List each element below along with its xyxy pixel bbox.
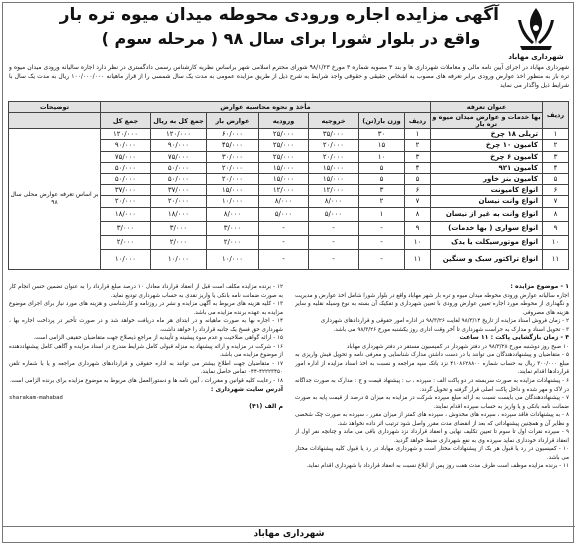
cell-grand-total: ۹۰/۰۰۰ (101, 140, 151, 151)
cell-weight: ۱ (359, 207, 405, 221)
cell-entry-fee: - (259, 235, 309, 249)
cell-cargo-fee: ۱۰/۰۰۰ (207, 249, 259, 269)
cell-weight: ۳۰ (359, 129, 405, 140)
cell-item: تریلی ۱۸ چرخ (431, 129, 543, 140)
cell-row-number: ۱ (543, 129, 569, 140)
cell-row-number-2: ۴ (405, 162, 431, 173)
cell-grand-total: ۳۷/۰۰۰ (101, 185, 151, 196)
cell-exit-fee: ۲۰/۰۰۰ (309, 151, 359, 162)
cell-row-number: ۳ (543, 151, 569, 162)
condition-heading: ۴ - زمان بازگشایی پاکت : ۱۱ ساعت (459, 334, 569, 342)
condition-paragraph: ۱۴ - اجاره بها به صورت ماهیانه و در ابتدای هر ماه دریافت خواهد شد و در صورت تأخیر در پرداخت اجاره بها ، شهرداری حق فسخ یک جانبه قرارداد را خواهد داشت. (9, 318, 283, 333)
cell-cargo-fee: ۳/۰۰۰ (207, 221, 259, 235)
cell-grand-total: ۱۰/۰۰۰ (101, 249, 151, 269)
condition-paragraph: ۵ - متقاضیان و پیشنهاددهندگان می توانند با در دست داشتن مدارک شناسایی و معرفی نامه و تحویل فیش واریزی به مبلغ ۳۰۰/۰۰۰ ریال به حساب شماره ۴۱۰۸۶۲۸۸۰۰ نزد بانک سپه مراجعه و نسبت به اخذ اسناد مزایده از اداره امور قراردادها اقدام نمایند. (295, 352, 569, 376)
notice-title-line2: واقع در بلوار شورا برای سال ۹۸ ( مرحله سوم ) (101, 29, 481, 48)
cell-exit-fee: ۵/۰۰۰ (309, 207, 359, 221)
cell-cargo-fee: ۲/۰۰۰ (207, 235, 259, 249)
condition-paragraph: ۱۶ - شرکت در مزایده و ارائه پیشنهاد به منزله قبولی کامل شرایط مندرج در اسناد مزایده و آگاهی کامل پیشنهاددهنده از موضوع مزایده می باشد. (9, 343, 283, 359)
cell-entry-fee: ۲۵/۰۰۰ (259, 140, 309, 151)
conditions-section (9, 283, 569, 525)
cell-entry-fee: ۱۲/۰۰۰ (259, 185, 309, 196)
cell-grand-total: ۳/۰۰۰ (101, 221, 151, 235)
header-title-sub: بها خدمات و عوارض میدان میوه و تره بار (432, 112, 541, 128)
header-cargo-fee: عوارض بار (207, 113, 259, 129)
notice-header (3, 3, 575, 61)
cell-cargo-fee: ۲۰/۰۰۰ (207, 173, 259, 184)
condition-paragraph: ۱۲ - برنده مزایده مکلف است قبل از انعقاد قرارداد معادل ۱۰ درصد مبلغ قرارداد را به عنوان تضمین حسن انجام کار به صورت ضمانت نامه بانکی یا واریز نقدی به حساب شهرداری تودیع نماید. (9, 284, 283, 299)
condition-paragraph: ۱۳ - کلیه هزینه های مربوط به آگهی مزایده و نشر در روزنامه و کارشناسی و هزینه های مورد نیاز برای اجرای موضوع مزایده به عهده برنده مزایده می باشد. (9, 301, 283, 316)
cell-row-number: ۱۰ (543, 235, 569, 249)
cell-row-number-2: ۵ (405, 173, 431, 184)
cell-weight: - (359, 235, 405, 249)
cell-entry-fee: ۲۵/۰۰۰ (259, 129, 309, 140)
cell-weight: ۱۵ (359, 140, 405, 151)
cell-row-number: ۱۱ (543, 249, 569, 269)
cell-exit-fee: ۳۵/۰۰۰ (309, 129, 359, 140)
condition-paragraph: ۸ - به پیشنهادات فاقد سپرده ، سپرده های مخدوش ، سپرده های کمتر از میزان مقرر ، سپرده به صورت چک شخصی و نظایر آن و همچنین پیشنهاداتی که بعد از انقضای مدت مقرر واصل شود ترتیب اثر داده نخواهد شد. (295, 412, 569, 427)
intro-paragraph: شهرداری مهاباد در اجرای آیین نامه مالی و معاملات شهرداری ها و بند ۳ مصوبه شماره ۳ مورخ ۹۸/۱/۲۳ شورای محترم اسلامی شهر براساس نظریه کارشناس رسمی دادگستری در نظر دارد اجاره سالیانه ورودی میدان میوه و تره بار به منظور اخذ عوارض ورودی برابر تعرفه های مصوب به اشخاص حقیقی و حقوقی واجد شرایط به شرح ذیل از طریق مزایده عمومی به مدت یک سال شمسی را از قرار ماهیانه ۱۰۰/۰۰۰/۰۰۰ ریال به مدت یک سال با شرایط ذیل واگذار می نماید (9, 64, 569, 89)
conditions-column-right (295, 283, 569, 525)
notice-footer: شهرداری مهاباد (3, 526, 575, 542)
cell-row-number-2: ۹ (405, 221, 431, 235)
cell-exit-fee: - (309, 235, 359, 249)
cell-cargo-fee: ۸/۰۰۰ (207, 207, 259, 221)
cell-row-number: ۲ (543, 140, 569, 151)
cell-row-number: ۵ (543, 173, 569, 184)
cell-cargo-fee: ۳۰/۰۰۰ (207, 151, 259, 162)
cell-exit-fee: - (309, 249, 359, 269)
cell-row-number: ۶ (543, 185, 569, 196)
cell-total-rial: ۳۷/۰۰۰ (151, 185, 207, 196)
cell-item: انواع کامیونت (431, 185, 543, 196)
cell-exit-fee: ۲۰/۰۰۰ (309, 140, 359, 151)
cell-exit-fee: ۱۵/۰۰۰ (309, 173, 359, 184)
header-grand-total: جمع کل (101, 113, 151, 129)
cell-row-number-2: ۳ (405, 151, 431, 162)
condition-paragraph: ۶ - پیشنهادات مزایده به صورت سربسته در دو پاکت الف : سپرده ، ب : پیشنهاد قیمت و ج : مدارک به صورت جداگانه در لاک و مهر شده و داخل پاکت اصلی قرار گرفته و تحویل گردد. (295, 378, 569, 393)
cell-weight: - (359, 249, 405, 269)
cell-entry-fee: ۲۵/۰۰۰ (259, 151, 309, 162)
condition-heading: آدرس سایت شهرداری : (210, 385, 283, 393)
cell-cargo-fee: ۶۰/۰۰۰ (207, 129, 259, 140)
municipality-emblem-icon (510, 6, 562, 52)
cell-item: کامیون ۱۰ چرخ (431, 140, 543, 151)
cell-row-number-2: ۶ (405, 185, 431, 196)
header-calc-group: مأخذ و نحوه محاسبه عوارض (101, 102, 431, 113)
cell-item: انواع سواری ( بها خدمات) (431, 221, 543, 235)
cell-total-rial: ۹۰/۰۰۰ (151, 140, 207, 151)
header-row-number: ردیف (543, 102, 569, 129)
cell-grand-total: ۵۰/۰۰۰ (101, 173, 151, 184)
cell-cargo-fee: ۲۰/۰۰۰ (207, 162, 259, 173)
cell-grand-total: ۵۰/۰۰۰ (101, 162, 151, 173)
cell-row-number-2: ۱ (405, 129, 431, 140)
cell-item: کامیون ۹۲۱ (431, 162, 543, 173)
tariff-table-container (9, 101, 569, 279)
logo-caption: شهرداری مهاباد (508, 53, 564, 61)
cell-total-rial: ۲/۰۰۰ (151, 235, 207, 249)
cell-total-rial: ۲۰/۰۰۰ (151, 196, 207, 207)
cell-entry-fee: ۱۵/۰۰۰ (259, 162, 309, 173)
cell-weight: ۵ (359, 162, 405, 173)
header-row-number-2: ردیف (405, 113, 431, 129)
cell-row-number-2: ۸ (405, 207, 431, 221)
cell-cargo-fee: ۱۰/۰۰۰ (207, 196, 259, 207)
cell-cargo-fee: ۱۵/۰۰۰ (207, 185, 259, 196)
cell-row-number: ۷ (543, 196, 569, 207)
cell-row-number-2: ۱۱ (405, 249, 431, 269)
condition-paragraph: ۹ - سپرده نفرات اول تا سوم تا تعیین تکلیف نهایی و انعقاد قرارداد نزد شهرداری باقی می ماند و چنانچه نفر اول از انعقاد قرارداد خودداری نماید سپرده وی به نفع شهرداری ضبط خواهد گردید. (295, 429, 569, 444)
cell-item: انواع موتورسیکلت یا یدک (431, 235, 543, 249)
cell-grand-total: ۱۲۰/۰۰۰ (101, 129, 151, 140)
condition-paragraph: ۲ - زمان فروش اسناد مزایده از تاریخ ۹۸/۳/۱۴ لغایت ۹۸/۳/۲۶ در اداره امور حقوقی و قراردادهای شهرداری (320, 318, 569, 325)
notice-title-line1: آگهی مزایده اجاره ورودی محوطه میدان میوه تره بار (59, 5, 499, 25)
cell-entry-fee: ۸/۰۰۰ (259, 196, 309, 207)
cell-item: انواع وانت به غیر از نیسان (431, 207, 543, 221)
condition-heading: م الف (۴۱) (249, 402, 283, 410)
cell-total-rial: ۵۰/۰۰۰ (151, 162, 207, 173)
header-notes-sub (9, 113, 101, 129)
condition-paragraph: ۱۵ - ارائه گواهی صلاحیت و عدم سوء پیشینه و تأییدیه از مراجع ذیصلاح جهت متقاضیان حقیقی الزامی است. (33, 335, 283, 342)
header-exit-fee: خروجیه (309, 113, 359, 129)
cell-weight: ۱۰ (359, 151, 405, 162)
condition-paragraph: ۳ - تحویل اسناد و مدارک به حراست شهرداری تا آخر وقت اداری روز یکشنبه مورخ ۹۸/۳/۲۶ می باشد. (333, 326, 569, 333)
condition-heading: ۱ - موضوع مزایده : (510, 283, 569, 290)
cell-item: کامیون ۶ چرخ (431, 151, 543, 162)
conditions-column-left (9, 283, 283, 525)
cell-total-rial: ۱۰/۰۰۰ (151, 249, 207, 269)
condition-paragraph: ۱۱ - برنده مزایده موظف است ظرف مدت هفت روز پس از ابلاغ نسبت به انعقاد قرارداد با شهرداری اقدام نماید. (306, 463, 569, 470)
cell-entry-fee: - (259, 221, 309, 235)
municipality-logo (507, 6, 565, 58)
header-total-rial: جمع کل به ریال (151, 113, 207, 129)
cell-exit-fee: - (309, 221, 359, 235)
cell-row-number-2: ۷ (405, 196, 431, 207)
table-row (9, 129, 569, 140)
cell-grand-total: ۷۵/۰۰۰ (101, 151, 151, 162)
cell-exit-fee: ۱۲/۰۰۰ (309, 185, 359, 196)
cell-exit-fee: ۸/۰۰۰ (309, 196, 359, 207)
cell-row-number: ۸ (543, 207, 569, 221)
cell-total-rial: ۱۸/۰۰۰ (151, 207, 207, 221)
cell-total-rial: ۱۲۰/۰۰۰ (151, 129, 207, 140)
header-title-group: عنوان تعرفه (431, 102, 543, 113)
cell-row-number: ۴ (543, 162, 569, 173)
condition-paragraph: ۱۷ - متقاضیان جهت اطلاع بیشتر می توانند به اداره حقوقی و قراردادهای شهرداری مراجعه و یا با شماره تلفن ۴۲۲۲۳۴۵۰-۰۴۴ تماس حاصل نمایند. (9, 360, 283, 376)
condition-paragraph: ۱۰ صبح روز دوشنبه مورخ ۹۸/۳/۲۸ در دفتر شهردار در کمیسیون مستقر در دفتر شهرداری مهاباد (346, 343, 569, 350)
cell-notes: بر اساس تعرفه عوارض محلی سال ۹۸ (9, 129, 101, 269)
cell-entry-fee: ۵/۰۰۰ (259, 207, 309, 221)
cell-row-number-2: ۱۰ (405, 235, 431, 249)
cell-total-rial: ۵۰/۰۰۰ (151, 173, 207, 184)
condition-paragraph: اجاره سالیانه عوارض ورودی محوطه میدان میوه و تره بار شهر مهاباد واقع در بلوار شورا شامل اخذ عوارض و مدیریت و نگهداری از محوطه مورد اجاره تعیین عوارض ورودی با تعیین شهرداری و تفکیک آن بسته به نوع وسیله نقلیه و سایر هزینه های مصروفی (295, 292, 569, 316)
cell-total-rial: ۷۵/۰۰۰ (151, 151, 207, 162)
condition-paragraph: ۱۰ - کمیسیون در رد یا قبول هر یک از پیشنهادات مختار است و شهرداری مهاباد در رد یا قبول کلیه پیشنهادات مختار می باشد. (295, 446, 569, 461)
cell-weight: ۲ (359, 196, 405, 207)
header-weight: وزن بار(تن) (359, 113, 405, 129)
header-entry-fee: ورودیه (259, 113, 309, 129)
cell-weight: ۳ (359, 185, 405, 196)
tariff-table-body (9, 129, 569, 269)
cell-cargo-fee: ۴۵/۰۰۰ (207, 140, 259, 151)
cell-weight: - (359, 221, 405, 235)
tariff-table (8, 101, 569, 270)
header-notes: توضیحات (9, 102, 101, 113)
cell-row-number: ۹ (543, 221, 569, 235)
cell-grand-total: ۲/۰۰۰ (101, 235, 151, 249)
cell-entry-fee: ۱۵/۰۰۰ (259, 173, 309, 184)
auction-notice (2, 2, 574, 543)
cell-item: انواع وانت نیسان (431, 196, 543, 207)
condition-paragraph: sharakam-mahabad (9, 395, 63, 402)
cell-grand-total: ۱۸/۰۰۰ (101, 207, 151, 221)
cell-weight: ۵ (359, 173, 405, 184)
condition-paragraph: ۷ - پیشنهاددهندگان می بایست نسبت به ارائه مبلغ سپرده شرکت در مزایده به میزان ۵ درصد از قیمت پایه به صورت ضمانت نامه بانکی و یا واریز به حساب سپرده اقدام نمایند. (295, 395, 569, 410)
cell-grand-total: ۲۰/۰۰۰ (101, 196, 151, 207)
cell-exit-fee: ۱۵/۰۰۰ (309, 162, 359, 173)
cell-entry-fee: - (259, 249, 309, 269)
cell-item: انواع تراکتور سبک و سنگین (431, 249, 543, 269)
cell-item: کامیون بنز خاور (431, 173, 543, 184)
cell-total-rial: ۳/۰۰۰ (151, 221, 207, 235)
condition-paragraph: ۱۸ - رعایت کلیه قوانین و مقررات ، آیین نامه ها و دستورالعمل های مربوط به موضوع مزایده برای برنده الزامی است. (9, 378, 283, 385)
cell-row-number-2: ۲ (405, 140, 431, 151)
